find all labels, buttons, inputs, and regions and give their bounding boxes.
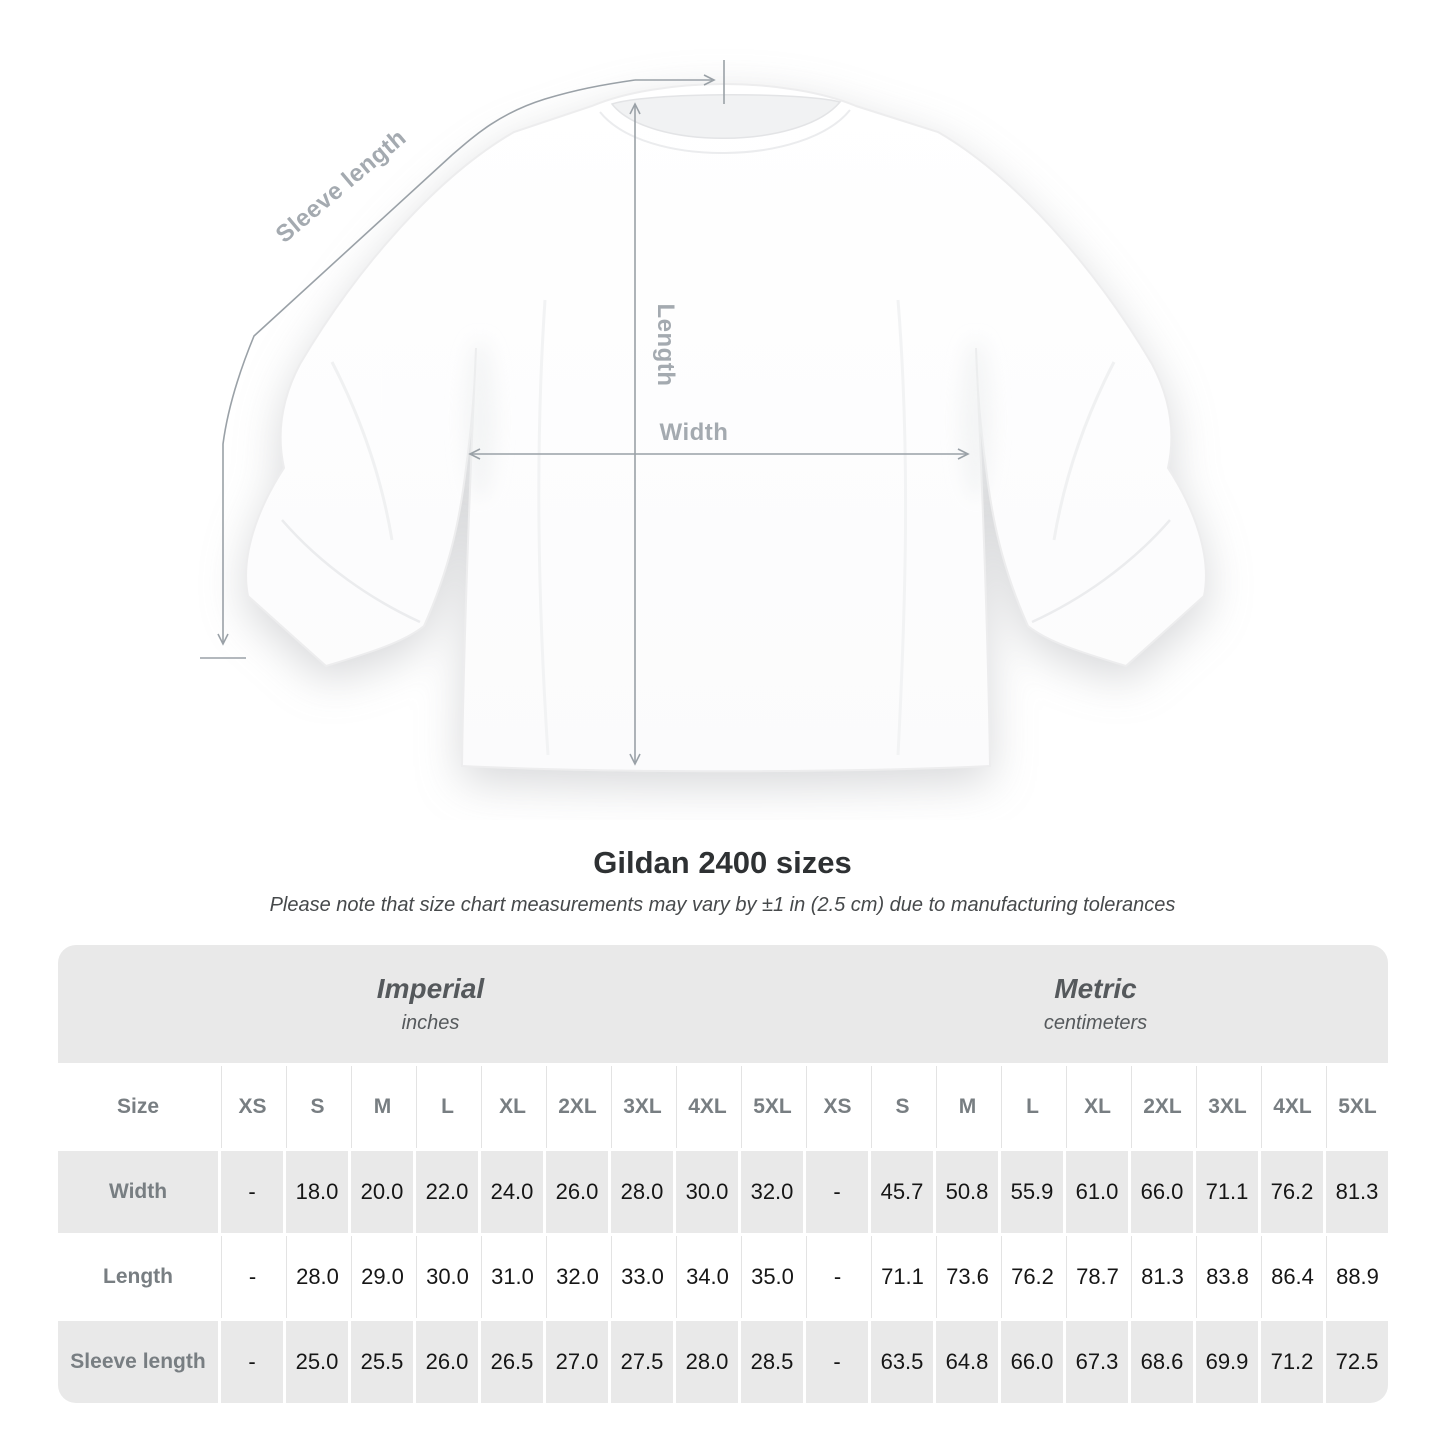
size-column-header: 3XL (1196, 1066, 1258, 1148)
unit-system-header-band (58, 945, 1388, 1063)
measurement-value-cell: 26.0 (546, 1151, 608, 1233)
underarm-shade-left (464, 340, 496, 500)
size-column-header: L (1001, 1066, 1063, 1148)
measurement-value-cell: 63.5 (871, 1321, 933, 1403)
measurement-value-cell: 68.6 (1131, 1321, 1193, 1403)
size-column-header: XS (806, 1066, 868, 1148)
size-column-header: 5XL (741, 1066, 803, 1148)
size-table-grid (58, 1066, 1388, 1403)
measurement-value-cell: 55.9 (1001, 1151, 1063, 1233)
size-column-header: M (936, 1066, 998, 1148)
size-column-header: S (286, 1066, 348, 1148)
size-column-header: L (416, 1066, 478, 1148)
size-column-header: 4XL (676, 1066, 738, 1148)
size-column-header: XS (221, 1066, 283, 1148)
tolerance-note: Please note that size chart measurements may vary by ±1 in (2.5 cm) due to manufacturing tolerances (269, 894, 1176, 916)
measurement-value-cell: 22.0 (416, 1151, 478, 1233)
size-column-header: 5XL (1326, 1066, 1388, 1148)
length-label: Length (652, 303, 679, 387)
measurement-value-cell: 71.1 (871, 1236, 933, 1318)
size-column-header: M (351, 1066, 413, 1148)
imperial-label: Imperial (376, 973, 485, 1004)
measurement-value-cell: - (221, 1151, 283, 1233)
width-label: Width (659, 419, 729, 446)
measurement-value-cell: 28.0 (286, 1236, 348, 1318)
measurement-value-cell: 26.5 (481, 1321, 543, 1403)
measurement-value-cell: 50.8 (936, 1151, 998, 1233)
measurement-value-cell: 32.0 (546, 1236, 608, 1318)
measurement-value-cell: 28.5 (741, 1321, 803, 1403)
measurement-value-cell: 66.0 (1131, 1151, 1193, 1233)
measurement-value-cell: 72.5 (1326, 1321, 1388, 1403)
row-label-cell: Length (58, 1236, 218, 1318)
metric-group-header (803, 945, 1388, 1063)
size-column-header: S (871, 1066, 933, 1148)
size-column-header: XL (481, 1066, 543, 1148)
measurement-value-cell: 32.0 (741, 1151, 803, 1233)
imperial-group-header (58, 945, 803, 1063)
measurement-value-cell: - (806, 1236, 868, 1318)
measurement-value-cell: - (806, 1321, 868, 1403)
measurement-value-cell: - (221, 1236, 283, 1318)
page-title: Gildan 2400 sizes (593, 845, 852, 880)
metric-label: Metric (1054, 973, 1137, 1004)
measurement-value-cell: 31.0 (481, 1236, 543, 1318)
size-column-header: 4XL (1261, 1066, 1323, 1148)
size-column-header: 2XL (546, 1066, 608, 1148)
size-chart (58, 945, 1388, 1403)
metric-unit: centimeters (1043, 1012, 1148, 1034)
measurement-value-cell: 30.0 (416, 1236, 478, 1318)
row-label-cell: Sleeve length (58, 1321, 218, 1403)
measurement-value-cell: 28.0 (611, 1151, 673, 1233)
measurement-value-cell: 25.0 (286, 1321, 348, 1403)
measurement-value-cell: 26.0 (416, 1321, 478, 1403)
imperial-unit: inches (401, 1012, 460, 1034)
measurement-value-cell: 67.3 (1066, 1321, 1128, 1403)
measurement-value-cell: - (221, 1321, 283, 1403)
measurement-value-cell: 25.5 (351, 1321, 413, 1403)
measurement-value-cell: 86.4 (1261, 1236, 1323, 1318)
measurement-value-cell: 71.1 (1196, 1151, 1258, 1233)
measurement-value-cell: 33.0 (611, 1236, 673, 1318)
measurement-value-cell: 61.0 (1066, 1151, 1128, 1233)
size-column-header: XL (1066, 1066, 1128, 1148)
measurement-value-cell: 28.0 (676, 1321, 738, 1403)
measurement-value-cell: 76.2 (1261, 1151, 1323, 1233)
measurement-value-cell: 30.0 (676, 1151, 738, 1233)
measurement-value-cell: 45.7 (871, 1151, 933, 1233)
measurement-value-cell: 73.6 (936, 1236, 998, 1318)
measurement-value-cell: - (806, 1151, 868, 1233)
measurement-value-cell: 27.5 (611, 1321, 673, 1403)
measurement-value-cell: 18.0 (286, 1151, 348, 1233)
measurement-value-cell: 76.2 (1001, 1236, 1063, 1318)
measurement-value-cell: 81.3 (1131, 1236, 1193, 1318)
measurement-value-cell: 88.9 (1326, 1236, 1388, 1318)
size-corner-cell: Size (58, 1066, 218, 1148)
sleeve-length-label: Sleeve length (270, 124, 412, 249)
size-column-header: 3XL (611, 1066, 673, 1148)
measurement-value-cell: 83.8 (1196, 1236, 1258, 1318)
measurement-value-cell: 29.0 (351, 1236, 413, 1318)
measurement-value-cell: 81.3 (1326, 1151, 1388, 1233)
measurement-value-cell: 66.0 (1001, 1321, 1063, 1403)
measurement-value-cell: 71.2 (1261, 1321, 1323, 1403)
measurement-value-cell: 35.0 (741, 1236, 803, 1318)
measurement-value-cell: 20.0 (351, 1151, 413, 1233)
measurement-value-cell: 27.0 (546, 1321, 608, 1403)
measurement-value-cell: 34.0 (676, 1236, 738, 1318)
underarm-shade-right (960, 340, 992, 500)
measurement-value-cell: 24.0 (481, 1151, 543, 1233)
measurement-value-cell: 69.9 (1196, 1321, 1258, 1403)
measurement-value-cell: 64.8 (936, 1321, 998, 1403)
measurement-value-cell: 78.7 (1066, 1236, 1128, 1318)
row-label-cell: Width (58, 1151, 218, 1233)
size-column-header: 2XL (1131, 1066, 1193, 1148)
